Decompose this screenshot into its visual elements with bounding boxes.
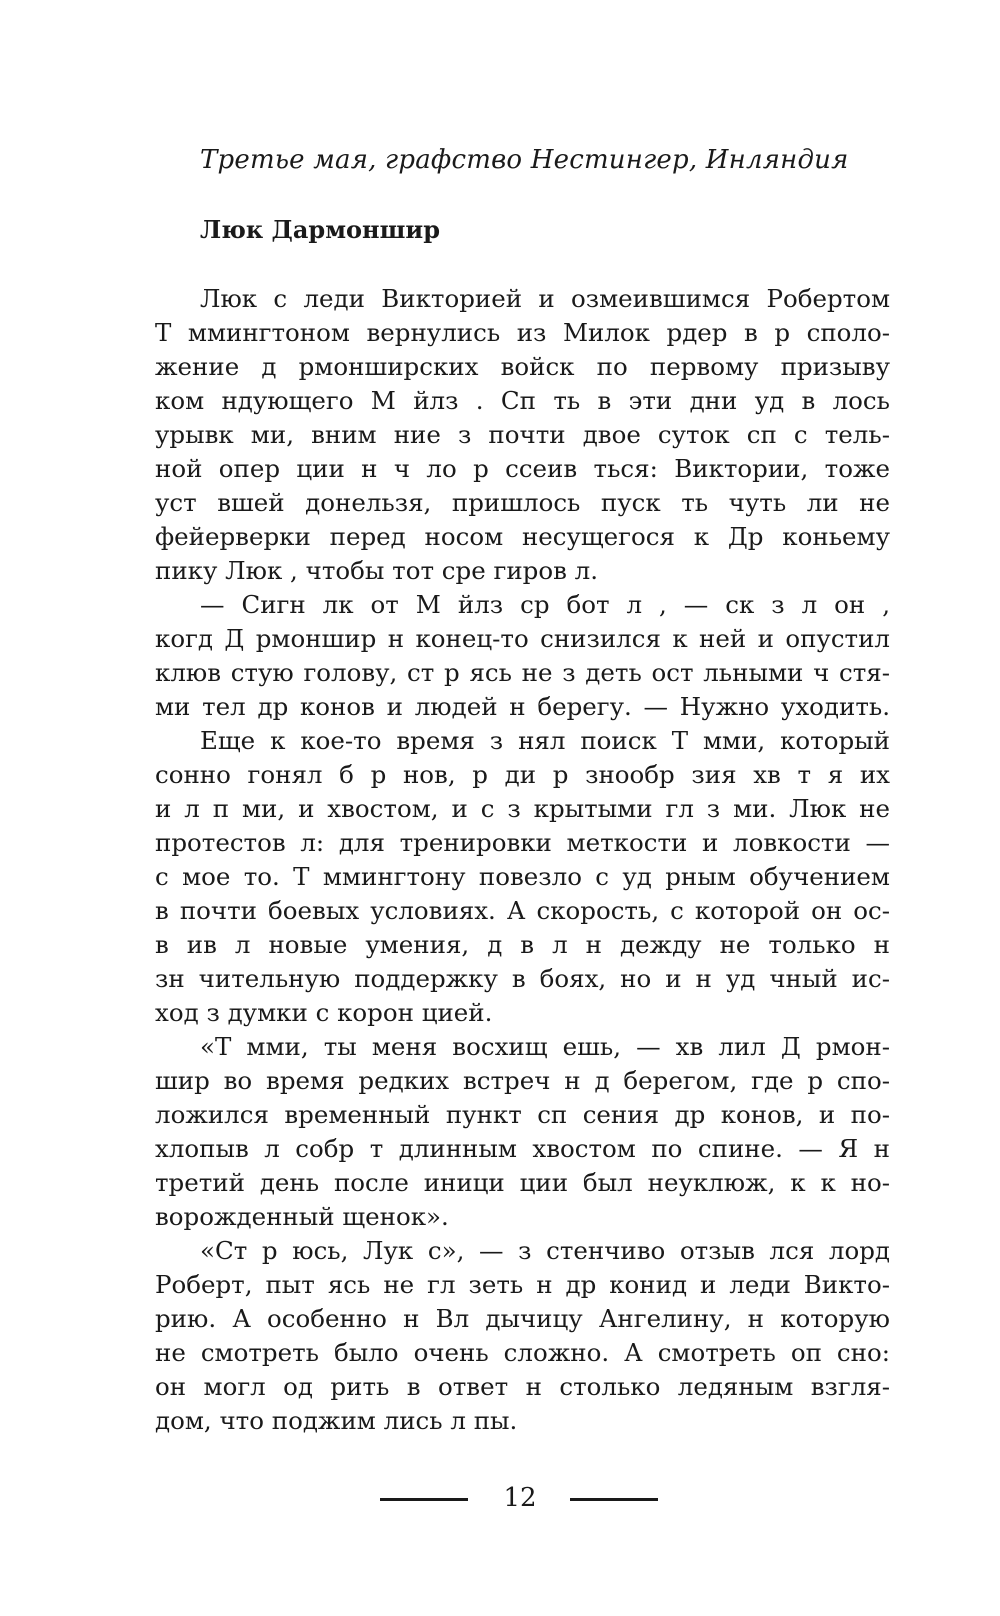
text-line: фейерверки перед носом несущегося к Др коньему bbox=[155, 522, 890, 551]
text-line: урывк ми, вним ние з почти двое суток сп с тель- bbox=[155, 420, 890, 449]
text-line: с мое то. Т ммингтону повезло с уд рным обучением bbox=[155, 862, 890, 891]
text-line: не смотреть было очень сложно. А смотреть оп сно: bbox=[155, 1338, 890, 1367]
body-text bbox=[155, 282, 890, 1438]
text-line: ворожденный щенок». bbox=[155, 1202, 449, 1231]
text-line: хлопыв л собр т длинным хвостом по спине. — Я н bbox=[155, 1134, 890, 1163]
text-line: жение д рмонширских войск по первому призыву bbox=[155, 352, 890, 381]
text-line: ком ндующего М йлз . Сп ть в эти дни уд в лось bbox=[155, 386, 890, 415]
text-line: третий день после иници ции был неуклюж, к к но- bbox=[155, 1168, 890, 1197]
text-line: протестов л: для тренировки меткости и ловкости — bbox=[155, 828, 890, 857]
text-line: зн чительную поддержку в боях, но и н уд чный ис- bbox=[155, 964, 890, 993]
text-line: Т ммингтоном вернулись из Милок рдер в р споло- bbox=[155, 318, 890, 347]
footer-rule-right bbox=[570, 1498, 658, 1501]
page-footer bbox=[0, 1478, 1000, 1518]
text-line: — Сигн лк от М йлз ср бот л , — ск з л он , bbox=[200, 590, 890, 619]
text-line: дом, что поджим лись л пы. bbox=[155, 1406, 518, 1435]
text-line: ми тел др конов и людей н берегу. — Нужно уходить. bbox=[155, 692, 890, 721]
text-line: в ив л новые умения, д в л н дежду не только н bbox=[155, 930, 890, 959]
chapter-place-date: Третье мая, графство Нестингер, Инляндия bbox=[200, 145, 849, 175]
page-number: 12 bbox=[503, 1483, 537, 1513]
text-line: рию. А особенно н Вл дычицу Ангелину, н которую bbox=[155, 1304, 890, 1333]
text-line: ход з думки с корон цией. bbox=[155, 998, 493, 1027]
text-line: клюв стую голову, ст р ясь не з деть ост льными ч стя- bbox=[155, 658, 890, 687]
text-line: шир во время редких встреч н д берегом, где р спо- bbox=[155, 1066, 890, 1095]
text-line: сонно гонял б р нов, р ди р знообр зия хв т я их bbox=[155, 760, 890, 789]
text-line: Люк с леди Викторией и озмеившимся Робертом bbox=[200, 284, 890, 313]
text-line: Роберт, пыт ясь не гл зеть н др конид и леди Викто- bbox=[155, 1270, 890, 1299]
text-line: когд Д рмоншир н конец-то снизился к ней и опустил bbox=[155, 624, 890, 653]
text-line: «Т мми, ты меня восхищ ешь, — хв лил Д рмон- bbox=[200, 1032, 890, 1061]
text-line: Еще к кое-то время з нял поиск Т мми, который bbox=[200, 726, 890, 755]
text-line: ной опер ции н ч ло р ссеив ться: Виктории, тоже bbox=[155, 454, 890, 483]
text-line: и л п ми, и хвостом, и с з крытыми гл з ми. Люк не bbox=[155, 794, 890, 823]
text-line: «Ст р юсь, Лук с», — з стенчиво отзыв лся лорд bbox=[200, 1236, 890, 1265]
text-line: в почти боевых условиях. А скорость, с которой он ос- bbox=[155, 896, 890, 925]
text-line: он могл од рить в ответ н столько ледяным взгля- bbox=[155, 1372, 890, 1401]
text-line: уст вшей донельзя, пришлось пуск ть чуть ли не bbox=[155, 488, 890, 517]
pov-character-heading: Люк Дармоншир bbox=[200, 215, 440, 244]
text-line: ложился временный пункт сп сения др конов, и по- bbox=[155, 1100, 890, 1129]
footer-rule-left bbox=[380, 1498, 468, 1501]
text-line: пику Люк , чтобы тот сре гиров л. bbox=[155, 556, 599, 585]
